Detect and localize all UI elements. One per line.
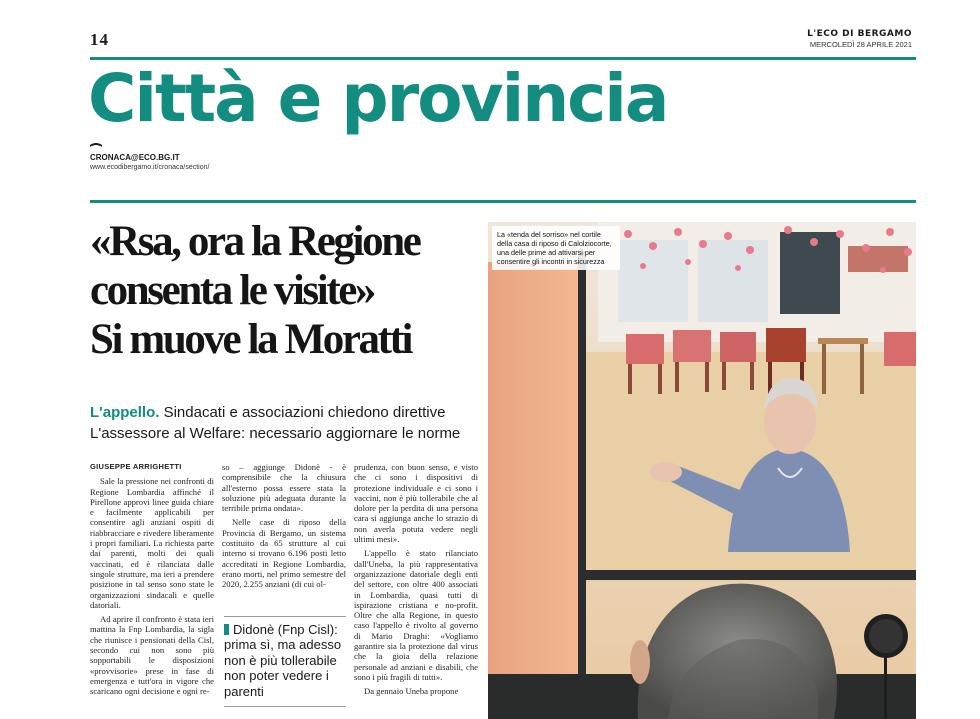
article-photo [488,222,916,719]
paper-name: L'ECO DI BERGAMO [807,29,912,39]
section-url: www.ecodibergamo.it/cronaca/section/ [90,164,210,171]
headline-line: consenta le visite» [90,267,375,314]
mail-icon [90,142,102,150]
paragraph: so – aggiunge Didonè - è comprensibile che la chiusura all'esterno possa essere stata la soluzione più adeguata durante la terribile prima ondata». [222,462,346,514]
article-kicker: L'appello. [90,404,160,421]
article-column-3 [354,462,478,697]
byline: GIUSEPPE ARRIGHETTI [90,462,182,471]
wall-sign [848,246,908,272]
pullquote-rule-top [224,616,346,617]
headline-line: Si muove la Moratti [90,316,412,363]
headline-line: «Rsa, ora la Regione [90,218,420,265]
article-subhead-2: L'assessore al Welfare: necessario aggiornare le norme [90,425,461,442]
page-number: 14 [90,30,109,49]
issue-date: MERCOLEDÌ 28 APRILE 2021 [809,40,912,49]
photo-illustration [488,222,916,719]
pullquote [224,622,348,699]
pullquote-marker [224,624,229,635]
subhead-text: Sindacati e associazioni chiedono direttive [163,404,446,421]
pullquote-text: Didonè (Fnp Cisl): prima sì, ma adesso non è più tollerabile non poter vedere i parenti [224,622,342,699]
paragraph: Sale la pressione nei confronti di Regione Lombardia affinché il Pirellone approvi linee guida chiare e facilmente applicabili per consentire agli anziani ospiti di riabbracciare e rivedere liberamente i propri familiari. La richiesta parte dai parenti, molti dei quali vaccinati, ed è rilanciata dalle singole strutture, ma ieri a prendere posizione in tal senso sono state le organizzazioni sindacali e quelle datoriali. [90,476,214,610]
photo-caption: La «tenda del sorriso» nel cortile della casa di riposo di Calolziocorte, una delle prime ad attivarsi per consentire gli incontri in sicurezza [492,226,620,270]
article-subhead [90,402,490,423]
paragraph: L'appello è stato rilanciato dall'Uneba, la più rappresentativa organizzazione datoriale degli enti del settore, con oltre 400 associati in Lombardia, quasi tutti di ispirazione cristiana e no-profit. Oltre che alla Regione, in questo caso l'appello è rivolto al governo di Mario Draghi: «Vogliamo garantire sia la protezione dal virus che la gioia della relazione personale ad anziani e disabili, che sono i più fragili di tutti». [354,548,478,682]
pullquote-rule-bottom [224,706,346,707]
article-headline [90,217,490,364]
paragraph: Ad aprire il confronto è stata ieri mattina la Fnp Lombardia, la sigla che riunisce i pensionati della Cisl, secondo cui non sono più sopportabili le disposizioni «provvisorie» prese in fase di emergenza e tutt'ora in vigore che scaricano ogni decisione e ogni re- [90,614,214,697]
window [698,240,768,322]
section-title: Città e provincia [88,60,668,137]
masthead [807,29,912,49]
paragraph: Da gennaio Uneba propone [364,686,459,697]
paragraph: prudenza, con buon senso, e visto che ci sono i dispositivi di protezione individuale e ci sono i vaccini, non è più tollerabile che al dolore per la perdita di una persona cara si aggiunga anche lo strazio di non averla potuta vedere negli ultimi mesi». [354,462,478,545]
article-column-1 [90,462,214,697]
window [618,240,688,322]
article-column-2 [222,462,346,590]
section-email: CRONACA@ECO.BG.IT [90,153,180,162]
paragraph: Nelle case di riposo della Provincia di Bergamo, un sistema costituito da 65 strutture al cui interno si trovano 6.196 posti letto accreditati in Regione Lombardia, erano morti, nel primo semestre del 2020, 2.255 anziani (di cui ol- [222,517,346,590]
section-rule [90,200,916,203]
doorway [780,232,840,314]
